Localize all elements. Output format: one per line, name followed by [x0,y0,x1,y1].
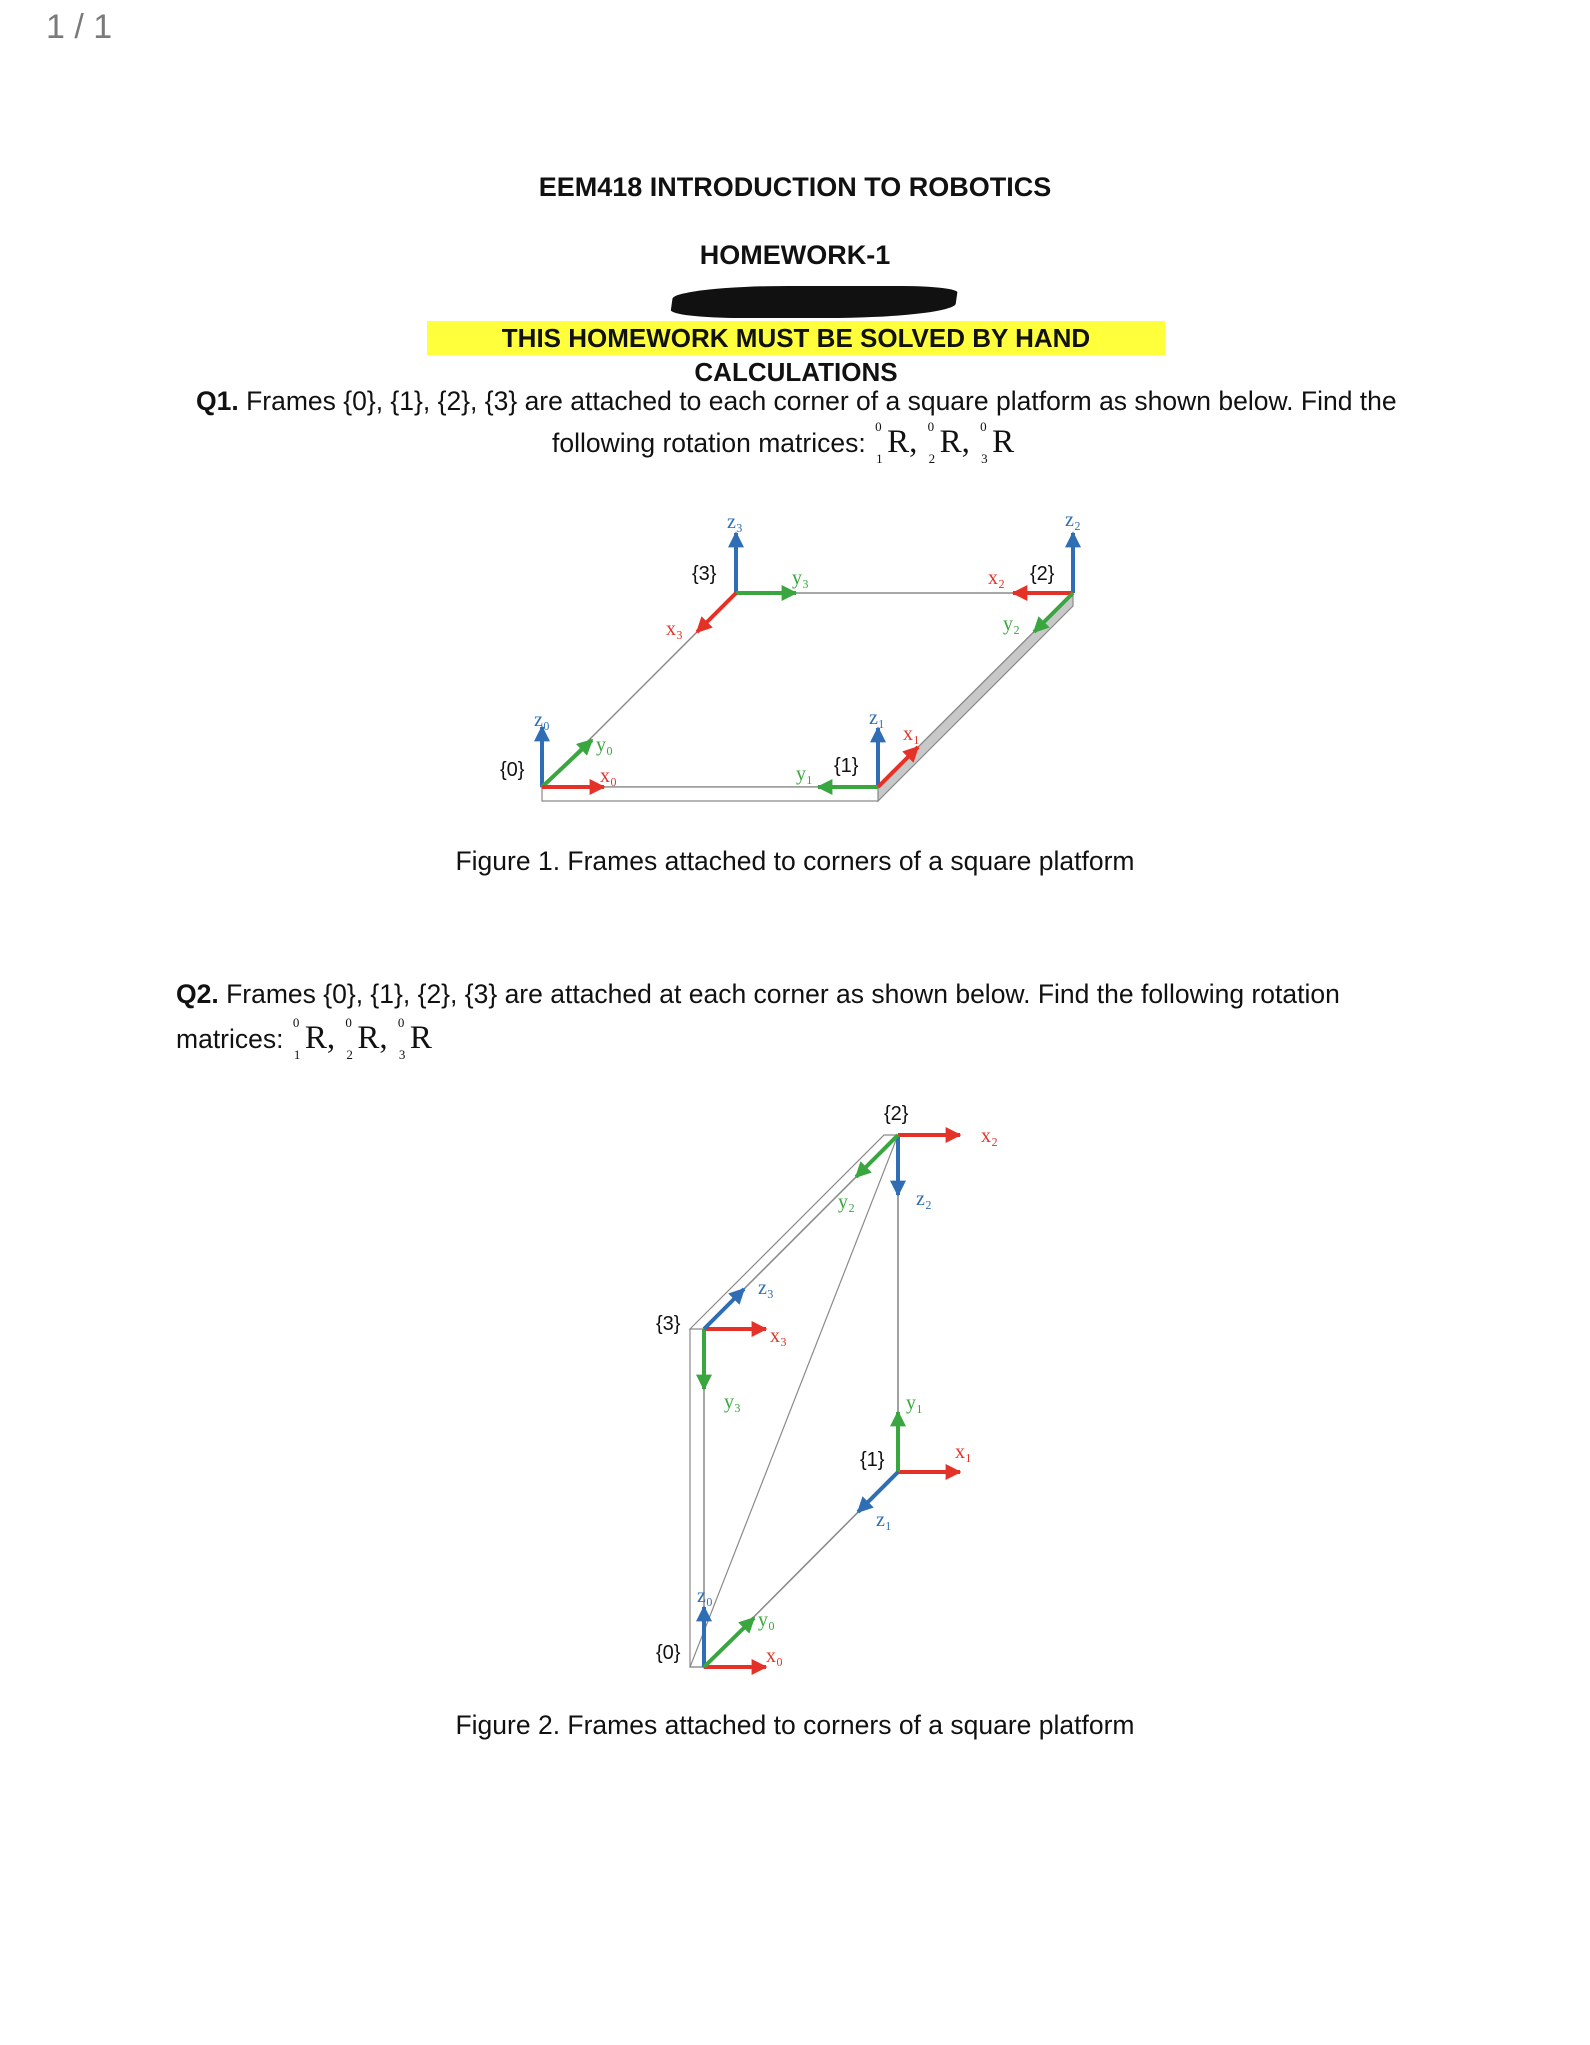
figure1-caption: Figure 1. Frames attached to corners of a square platform [455,846,1135,876]
figure1-x0-label: x₀ [600,765,617,787]
figure1-frame2-label: {2} [1030,563,1055,585]
q2-matrix-r01: R [304,1020,327,1056]
figure1-z3-label: z₃ [727,511,743,533]
q1-matrix-r01: R [887,424,910,460]
figure1-y2-label: y₂ [1003,613,1020,635]
figure2-platform [690,1135,898,1667]
figure1-y3-label: y₃ [792,567,809,589]
q1-matrices: 0 1 R, 0 2 R, 0 3 R [875,419,1015,467]
figure2-frame1-label: {1} [860,1449,885,1471]
instruction-banner: THIS HOMEWORK MUST BE SOLVED BY HAND CALCULATIONS [501,323,1091,387]
figure1-x1-label: x₁ [903,723,920,745]
figure2-y1-label: y₁ [906,1392,923,1414]
figure2-x1-label: x₁ [955,1441,972,1463]
course-title: EEM418 INTRODUCTION TO ROBOTICS [538,172,1052,202]
figure2-z3-label: z₃ [758,1277,774,1299]
figure2-frame3-axes [704,1289,766,1389]
q1-label: Q1. [196,386,239,416]
figure2-frame0-axes [704,1607,766,1667]
q2-matrix-r03: R [409,1020,432,1056]
figure2-frame3-label: {3} [656,1313,681,1335]
figure1-x3-label: x₃ [666,618,683,640]
page-counter: 1 / 1 [46,8,113,46]
figure1-frame3-label: {3} [692,563,717,585]
figure2-frame0-label: {0} [656,1642,681,1664]
q2-label: Q2. [176,979,219,1009]
figure1-frame1-label: {1} [834,755,859,777]
figure2-z1-label: z₁ [876,1509,892,1531]
figure2-z0-label: z₀ [697,1585,713,1607]
figure2-caption: Figure 2. Frames attached to corners of a square platform [455,1710,1135,1740]
homework-title: HOMEWORK-1 [699,240,891,270]
figure2-frame2-axes [856,1135,960,1195]
figure2-z2-label: z₂ [916,1188,932,1210]
figure1-z2-label: z₂ [1065,509,1081,531]
figure1-z0-label: z₀ [534,709,550,731]
figure2-x2-label: x₂ [981,1125,998,1147]
figure2-y2-label: y₂ [838,1191,855,1213]
figure2-y3-label: y₃ [724,1391,741,1413]
figure2-x0-label: x₀ [766,1645,783,1667]
figure1-z1-label: z₁ [869,707,885,729]
figure1-frame0-label: {0} [500,759,525,781]
q1-text: Frames {0}, {1}, {2}, {3} are attached to each corner of a square platform as shown below. Find the [246,386,1397,416]
q1-matrix-r03: R [992,424,1015,460]
q2-matrix-r02: R [357,1020,380,1056]
figure2-x3-label: x₃ [770,1325,787,1347]
figure1-x2-label: x₂ [988,567,1005,589]
q1-matrix-r02: R [939,424,962,460]
figure2-y0-label: y₀ [758,1609,775,1631]
q2-text-2: matrices: [176,1024,284,1054]
q2-matrices: 0 1 R, 0 2 R, 0 3 R [292,1015,432,1063]
figure1-y0-label: y₀ [596,734,613,756]
q1-text-2: following rotation matrices: [552,428,866,458]
figure1-y1-label: y₁ [796,763,813,785]
figure2-frame2-label: {2} [884,1103,909,1125]
q2-text: Frames {0}, {1}, {2}, {3} are attached at each corner as shown below. Find the following rotation [226,979,1340,1009]
